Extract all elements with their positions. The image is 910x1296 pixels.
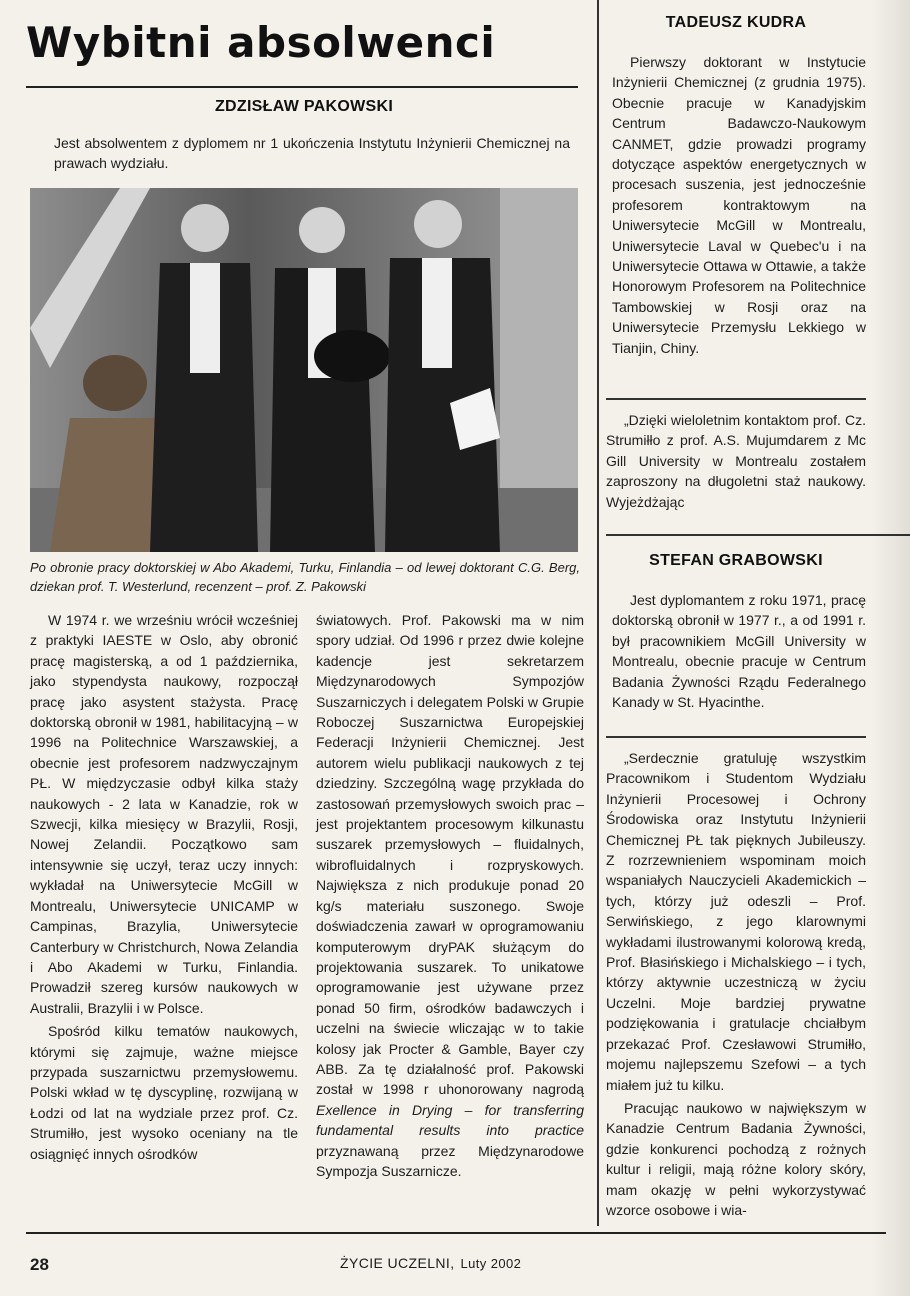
award-name: Exellence in Drying – for transferring fundamental results into practice xyxy=(316,1101,584,1139)
kudra-column xyxy=(612,52,866,361)
grabowski-lead-block xyxy=(612,590,866,715)
grabowski-heading: STEFAN GRABOWSKI xyxy=(649,552,823,569)
graduation-photo xyxy=(30,188,578,552)
pakowski-heading: ZDZISŁAW PAKOWSKI xyxy=(214,98,394,115)
kudra-lead: Pierwszy doktorant w Instytucie Inżynierii Chemicznej (z grudnia 1975). Obecnie pracuje w Kanadyjskim Centrum Badawczo-Naukowym CANMET, gdzie prowadzi programy dotyczące aspektów energetycznych w procesach suszenia, jest jednocześnie profesorem kontraktowym na Uniwersytecie McGill w Montrealu, Uniwersytecie Laval w Quebec'u i na Uniwersytecie Ottawa w Ottawie, a także Honorowym Profesorem na Politechnice Tambowskiej w Rosji oraz na Uniwersytecie Przemysłu Lekkiego w Tianjin, Chiny. xyxy=(612,54,866,356)
grabowski-quote-p2: Pracując naukowo w największym w Kanadzie Centrum Badania Żywności, gdzie konkurenci pochodzą z rożnych kultur i religii, mają różne kolory skóry, mam okazję w pełni wykorzystywać wzorce osobowe i wia- xyxy=(606,1099,866,1218)
grabowski-quote-p1: „Serdecznie gratuluję wszystkim Pracownikom i Studentom Wydziału Inżynierii Procesowej i Ochrony Środowiska oraz Instytutu Inżynierii Chemicznej PŁ tak pięknych Jubileuszy. Z rozrzewnieniem wspominam moich wspaniałych Nauczycieli Akademickich – tych, którzy już odeszli – Prof. Serwińskiego, z jego klarownymi wykładami ilustrowanymi kolorową kredą, Prof. Błasińskiego i Michalskiego – i tych, którzy aktywnie uczestniczą w życiu Uczelni. Moje bardziej prywatne podziękowania i gratulacje chciałbym przekazać Prof. Czesławowi Strumiłło, mojemu najlepszemu Szefowi – a tych miałem już tu kilku. xyxy=(606,750,866,1093)
pakowski-col1-paragraph-1: W 1974 r. we wrześniu wrócił wcześniej z praktyki IAESTE w Oslo, aby obronić pracę magisterską, a od 1 października, jako stypendysta naukowy, rozpoczął pracę jako asystent stażysta. Pracę doktorską obronił w 1981, habilitacyjną – w 1996 na Politechnice Warszawskiej, a obecnie jest profesorem nadzwyczajnym PŁ. W międzyczasie odbył kilka staży naukowych - 2 lata w Kanadzie, rok w Szwecji, kilka miesięcy w Brazylii, Rosji, Nowej Zelandii. Początkowo sam intensywnie się uczył, teraz uczy innych: wykładał na Uniwersytecie McGill w Montrealu, Uniwersytecie UNICAMP w Campinas, Brazylia, Uniwersytecie Canterbury w Christchurch, Nowa Zelandia i Abo Akademi w Turku, Finlandia. Prowadził szereg kursów naukowych w Australii, Brazylii i w Polsce. xyxy=(30,612,298,1016)
pakowski-column-2 xyxy=(316,610,584,1184)
kudra-divider xyxy=(606,398,866,400)
pakowski-col2-tail: przyznawaną przez Międzynarodowe Sympozja Suszarnicze. xyxy=(316,1142,584,1179)
kudra-quote-block xyxy=(606,410,866,515)
kudra-heading: TADEUSZ KUDRA xyxy=(665,14,807,31)
page-number: 28 xyxy=(30,1255,49,1274)
pakowski-col2-paragraph xyxy=(316,610,584,1181)
publication-name: ŻYCIE UCZELNI, xyxy=(340,1255,455,1271)
page-edge-shadow xyxy=(870,0,910,1296)
section-divider xyxy=(606,534,910,536)
column-divider xyxy=(597,0,599,1226)
pakowski-column-1 xyxy=(30,610,298,1167)
title-rule xyxy=(26,86,578,88)
grabowski-lead: Jest dyplomantem z roku 1971, pracę doktorską obronił w 1977 r., a od 1991 r. był pracownikiem McGill University w Montrealu, obecnie pracuje w Centrum Badania Żywności Rządu Federalnego Kanady w St. Hyacinthe. xyxy=(612,592,866,711)
photo-caption: Po obronie pracy doktorskiej w Abo Akademi, Turku, Finlandia – od lewej doktorant C.G. Berg, dziekan prof. T. Westerlund, recenzent – prof. Z. Pakowski xyxy=(30,560,580,594)
page-title: Wybitni absolwenci xyxy=(26,18,496,67)
pakowski-col2-text: światowych. Prof. Pakowski ma w nim spory udział. Od 1996 r przez dwie kolejne kadencje jest sekretarzem Międzynarodowych Sympozjów Suszarniczych i delegatem Polski w Grupie Roboczej Suszarnictwa Europejskiej Federacji Inżynierii Chemicznej. Jest autorem wielu publikacji naukowych z tej dziedziny. Szczególną wagę przykłada do zastosowań przemysłowych swoich prac – jest projektantem procesowym kilkunastu suszarek przemysłowych – fluidalnych, wibrofluidalnych i rozpryskowych. Największa z nich produkuje ponad 20 kg/s materiału suszonego. Swoje doświadczenia zawarł w oprogramowaniu komputerowym dryPAK służącym do projektowania suszarek. To unikatowe oprogramowanie jest używane przez ponad 50 firm, ośrodków badawczych i uczelni na świecie wliczając w to takie kolosy jak Procter & Gamble, Bayer czy ABB. Za tę działalność prof. Pakowski został w 1998 r uhonorowany nagrodą xyxy=(316,612,584,1098)
photo-illustration xyxy=(30,188,578,552)
publication-date: Luty 2002 xyxy=(460,1256,522,1271)
grabowski-divider xyxy=(606,736,866,738)
footer-rule xyxy=(26,1232,886,1234)
footer-publication xyxy=(340,1255,521,1271)
pakowski-lead xyxy=(54,133,570,177)
grabowski-quote-block xyxy=(606,748,866,1223)
kudra-quote: „Dzięki wieloletnim kontaktom prof. Cz. Strumiłło z prof. A.S. Mujumdarem z Mc Gill University w Montrealu zostałem zaproszony na długoletni staż naukowy. Wyjeżdżając xyxy=(606,412,866,510)
pakowski-col1-paragraph-2: Spośród kilku tematów naukowych, którymi się zajmuje, ważne miejsce przypada suszarnictwu przemysłowemu. Polski wkład w tę dyscyplinę, rozwijaną w Łodzi od lat na wydziale przez prof. Cz. Strumiłło, jest wysoko oceniany na tle osiągnięć innych ośrodków xyxy=(30,1023,298,1162)
pakowski-lead-text: Jest absolwentem z dyplomem nr 1 ukończenia Instytutu Inżynierii Chemicznej na prawach wydziału. xyxy=(54,135,570,172)
